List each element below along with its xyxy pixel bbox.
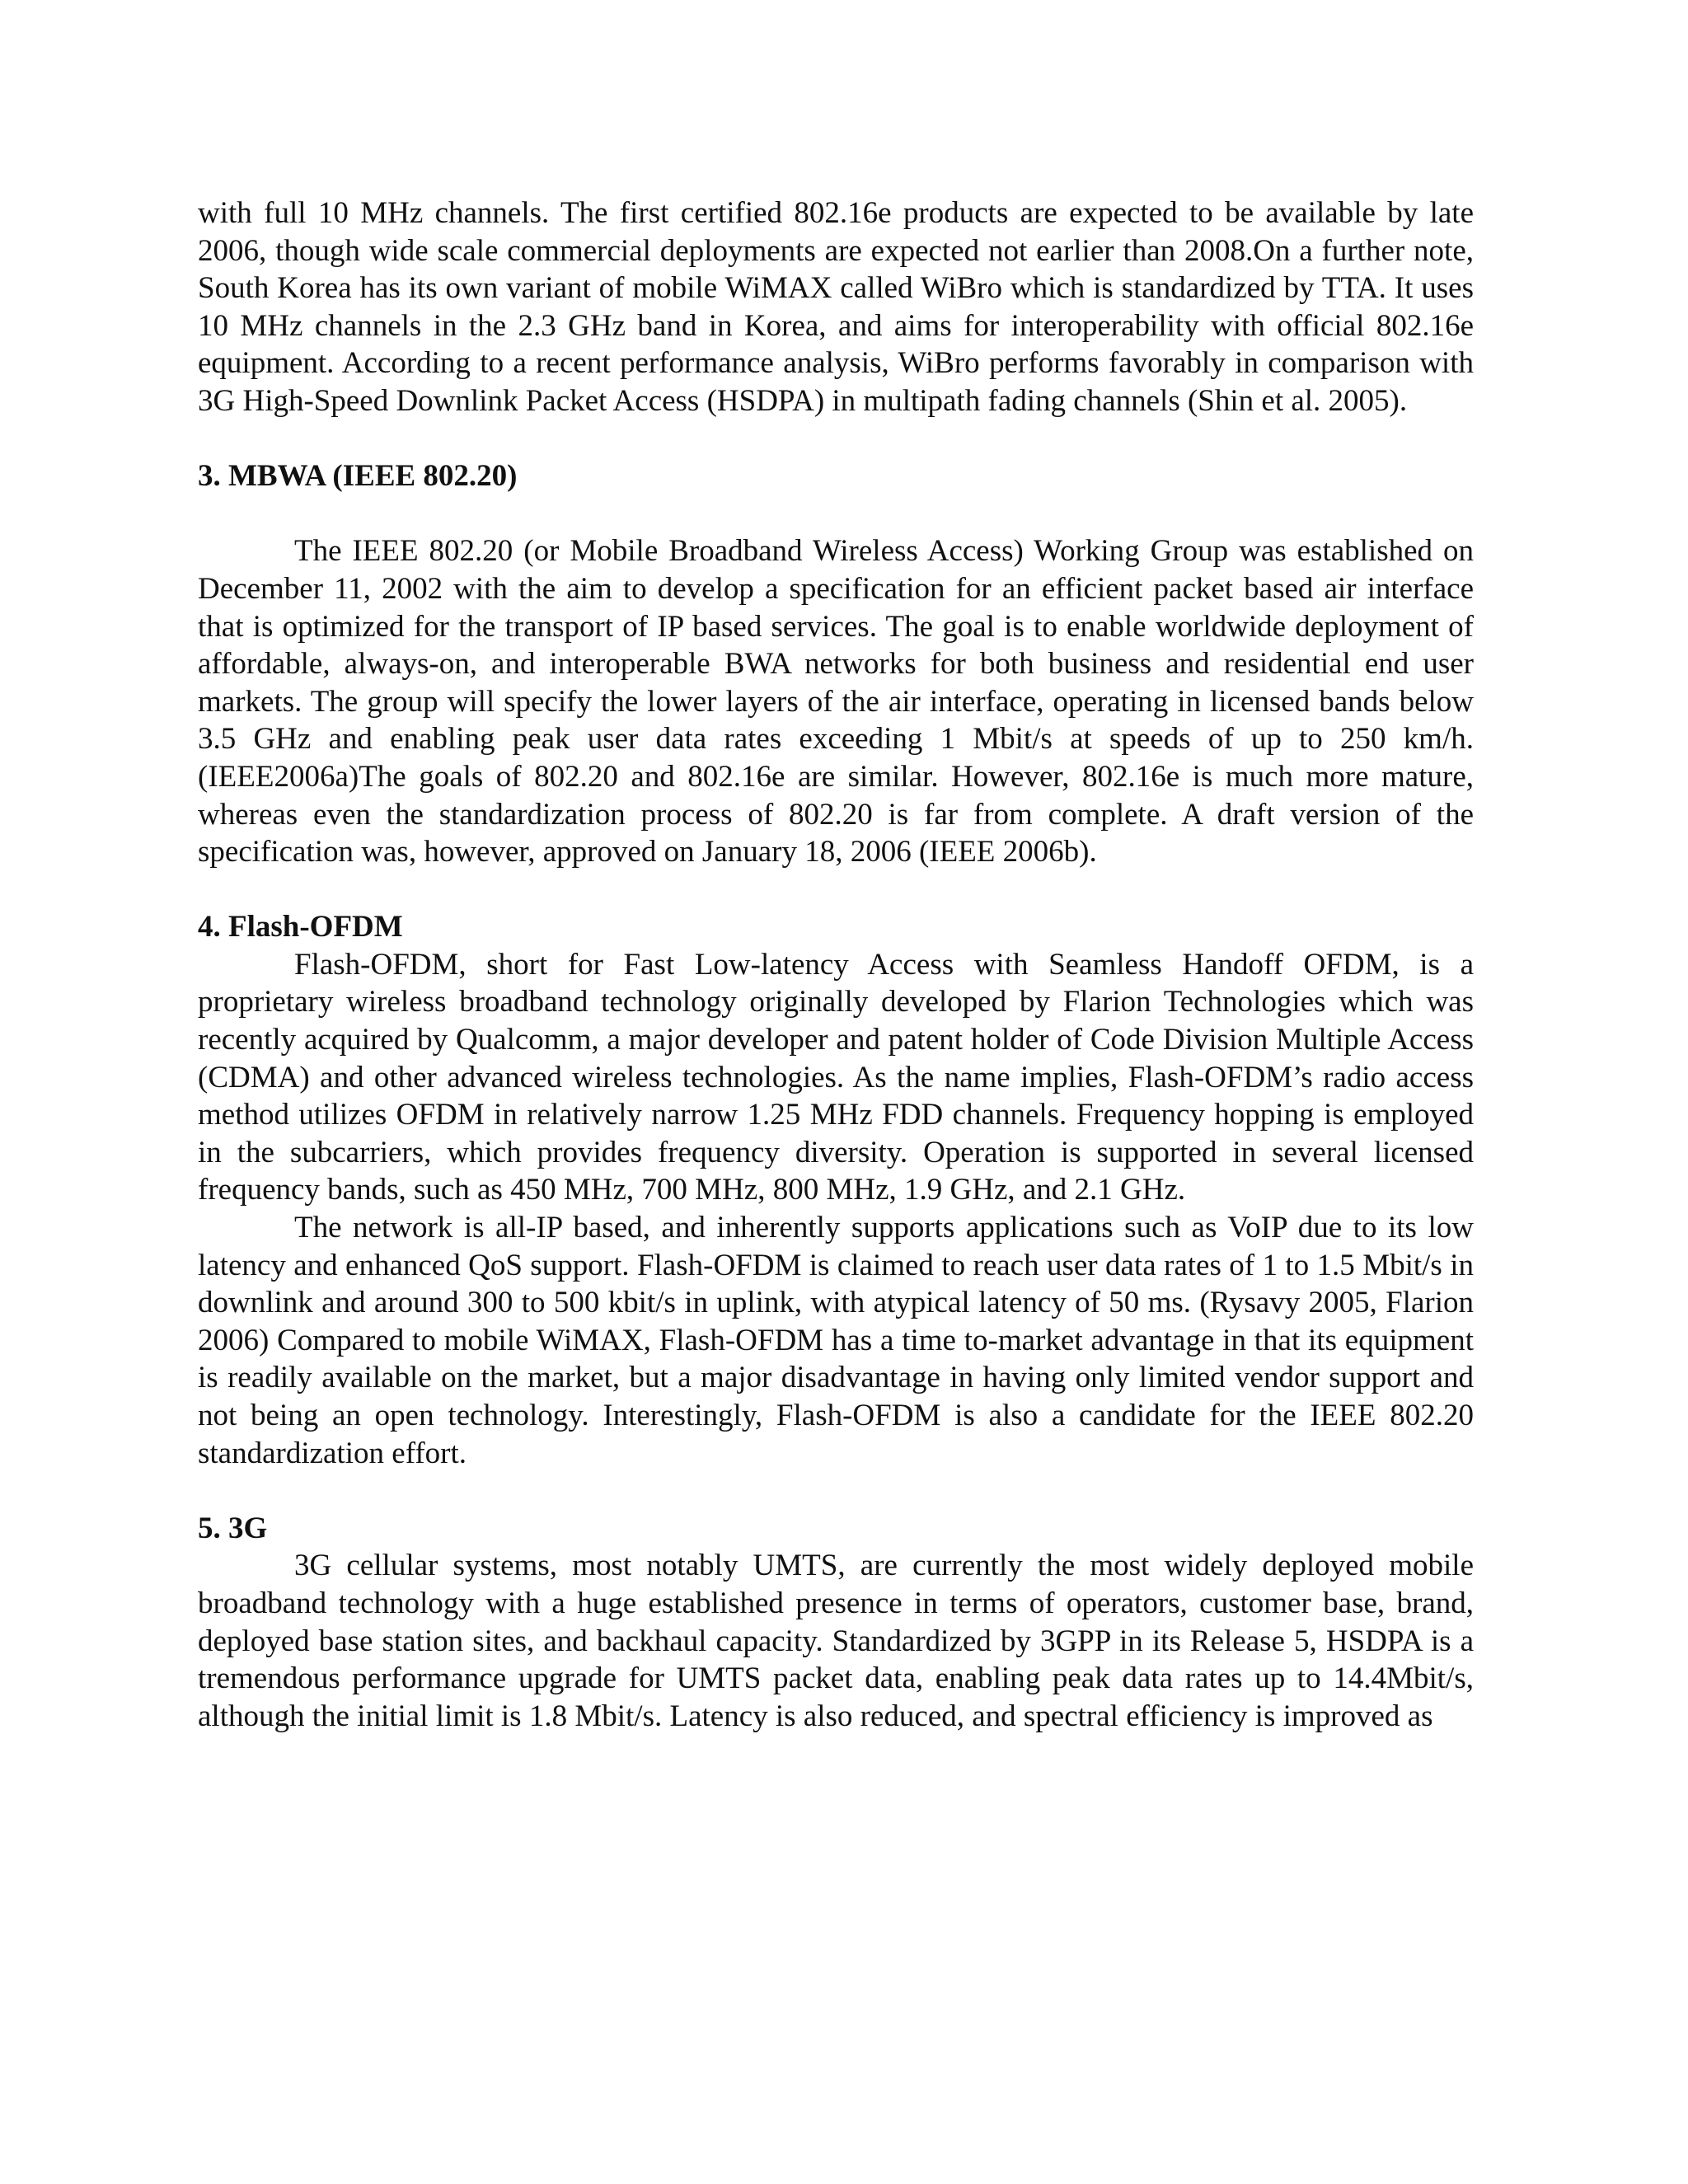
spacer (198, 420, 1474, 458)
spacer (198, 495, 1474, 533)
intro-paragraph: with full 10 MHz channels. The first certified 802.16e products are expected to be available by late 2006, though wide scale commercial deployments are expected not earlier than 2008.On a further note, South Korea has its own variant of mobile WiMAX called WiBro which is standardized by TTA. It uses 10 MHz channels in the 2.3 GHz band in Korea, and aims for interoperability with official 802.16e equipment. According to a recent performance analysis, WiBro performs favorably in comparison with 3G High-Speed Downlink Packet Access (HSDPA) in multipath fading channels (Shin et al. 2005). (198, 196, 1474, 418)
spacer (198, 1472, 1474, 1510)
section-heading-mbwa: 3. MBWA (IEEE 802.20) (198, 459, 518, 494)
section-heading-flash-ofdm: 4. Flash-OFDM (198, 910, 403, 944)
document-page (198, 194, 1474, 1735)
mbwa-paragraph: The IEEE 802.20 (or Mobile Broadband Wireless Access) Working Group was established on December 11, 2002 with the aim to develop a specification for an efficient packet based air interface that is optimized for the transport of IP based services. The goal is to enable worldwide deployment of affordable, always-on, and interoperable BWA networks for both business and residential end user markets. The group will specify the lower layers of the air interface, operating in licensed bands below 3.5 GHz and enabling peak user data rates exceeding 1 Mbit/s at speeds of up to 250 km/h. (IEEE2006a)The goals of 802.20 and 802.16e are similar. However, 802.16e is much more mature, whereas even the standardization process of 802.20 is far from complete. A draft version of the specification was, however, approved on January 18, 2006 (IEEE 2006b). (198, 534, 1474, 869)
flash-ofdm-paragraph-2: The network is all-IP based, and inherently supports applications such as VoIP due to its low latency and enhanced QoS support. Flash-OFDM is claimed to reach user data rates of 1 to 1.5 Mbit/s in downlink and around 300 to 500 kbit/s in uplink, with atypical latency of 50 ms. (Rysavy 2005, Flarion 2006) Compared to mobile WiMAX, Flash-OFDM has a time to-market advantage in that its equipment is readily available on the market, but a major disadvantage in having only limited vendor support and not being an open technology. Interestingly, Flash-OFDM is also a candidate for the IEEE 802.20 standardization effort. (198, 1211, 1474, 1470)
section-heading-3g: 5. 3G (198, 1511, 268, 1545)
spacer (198, 871, 1474, 909)
threeg-paragraph: 3G cellular systems, most notably UMTS, are currently the most widely deployed mobile broadband technology with a huge established presence in terms of operators, customer base, brand, deployed base station sites, and backhaul capacity. Standardized by 3GPP in its Release 5, HSDPA is a tremendous performance upgrade for UMTS packet data, enabling peak data rates up to 14.4Mbit/s, although the initial limit is 1.8 Mbit/s. Latency is also reduced, and spectral efficiency is improved as (198, 1549, 1474, 1733)
flash-ofdm-paragraph-1: Flash-OFDM, short for Fast Low-latency Access with Seamless Handoff OFDM, is a proprietary wireless broadband technology originally developed by Flarion Technologies which was recently acquired by Qualcomm, a major developer and patent holder of Code Division Multiple Access (CDMA) and other advanced wireless technologies. As the name implies, Flash-OFDM’s radio access method utilizes OFDM in relatively narrow 1.25 MHz FDD channels. Frequency hopping is employed in the subcarriers, which provides frequency diversity. Operation is supported in several licensed frequency bands, such as 450 MHz, 700 MHz, 800 MHz, 1.9 GHz, and 2.1 GHz. (198, 947, 1474, 1207)
